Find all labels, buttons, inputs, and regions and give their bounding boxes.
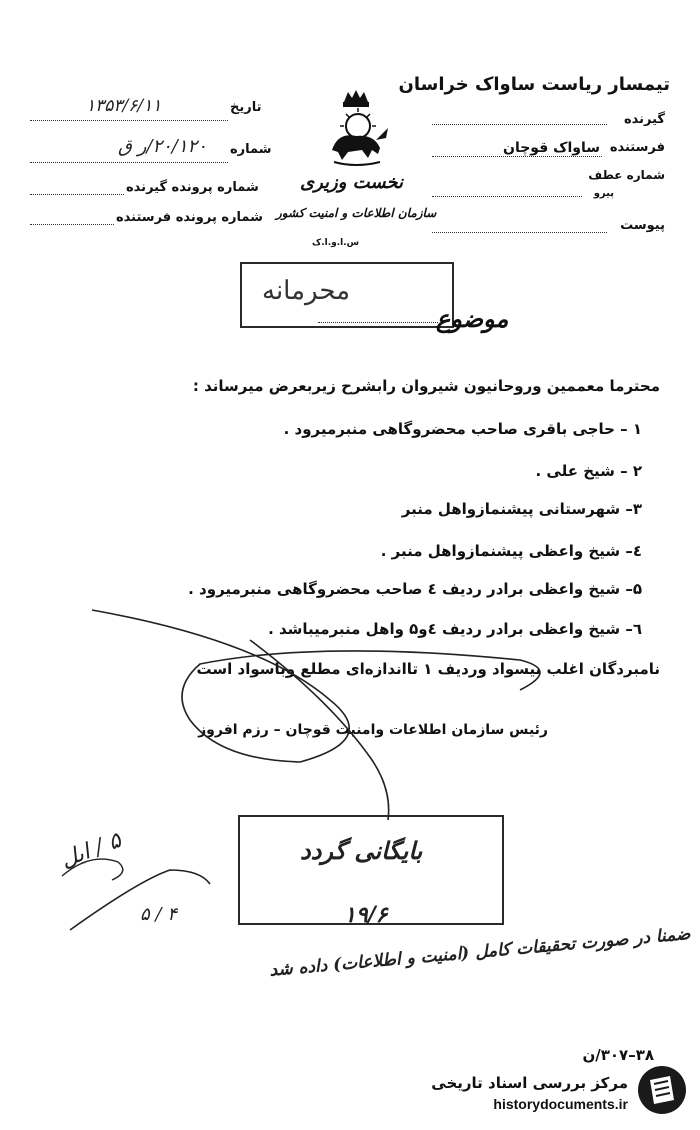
emblem-line2: سازمان اطلاعات و امنیت کشور xyxy=(276,206,437,220)
handwritten-note-3: ضمنا در صورت تحقیقات کامل (امنیت و اطلاعات) داده شد xyxy=(268,924,692,981)
body-signature: رئیس سازمان اطلاعات وامنیت قوچان – رزم افروز xyxy=(198,722,548,738)
reference-label: شماره عطف xyxy=(588,168,665,182)
body-item-6: ٦– شیخ واعظی برادر ردیف ٤و۵ واهل منبرمیباشد . xyxy=(268,620,642,638)
emblem-code: س.ا.و.ا.ک xyxy=(312,238,360,248)
receiver-label: گیرنده xyxy=(623,112,665,127)
body-item-1: ۱ – حاجی باقری صاحب محضروگاهی منبرمیرود . xyxy=(283,420,642,438)
subject-label: موضوع xyxy=(436,304,509,333)
sender-file-label: شماره پرونده فرستنده xyxy=(116,210,263,225)
letter-addressee: تیمسار ریاست ساواک خراسان xyxy=(398,74,670,95)
margin-note-left: ۵ / ایل xyxy=(57,828,125,873)
sender-value: ساواک قوچان xyxy=(503,140,600,156)
body-item-4: ٤– شیخ واعظی پیشنمازواهل منبر . xyxy=(380,542,642,560)
date-value: ۱۳۵۳/۶/۱۱ xyxy=(86,96,162,116)
body-closing: نامبردگان اغلب بیسواد وردیف ۱ تااندازه‌ای مطلع وباسواد است xyxy=(196,660,660,678)
date-label: تاریخ xyxy=(230,100,262,115)
handwritten-note-1: بایگانی گردد xyxy=(300,836,423,865)
margin-note-small: ۴ / ۵ xyxy=(140,904,177,925)
body-item-2: ۲ – شیخ علی . xyxy=(535,462,642,480)
attachment-label: پیوست xyxy=(620,218,665,233)
body-intro: محترما معممین وروحانیون شیروان رابشرح زیربعرض میرساند : xyxy=(192,377,660,395)
number-value: ۲۰/۱۲۰/ر ق xyxy=(118,136,207,157)
sender-label: فرستنده xyxy=(609,140,665,155)
body-item-3: ۳– شهرستانی پیشنمازواهل منبر xyxy=(401,500,642,518)
emblem-line1: نخست وزیری xyxy=(300,172,404,193)
body-item-5: ۵– شیخ واعظی برادر ردیف ٤ صاحب محضروگاهی منبرمیرود . xyxy=(188,580,642,598)
number-label: شماره xyxy=(230,142,272,157)
website-text: historydocuments.ir xyxy=(493,1096,628,1112)
confidential-stamp-text: محرمانه xyxy=(262,276,351,306)
center-name: مرکز بررسی اسناد تاریخی xyxy=(431,1074,628,1092)
document-code: ۳۸–۳۰۷/ن xyxy=(582,1046,654,1064)
history-documents-logo-icon xyxy=(636,1064,688,1116)
reference-sub-label: پیرو xyxy=(593,188,614,199)
receiver-file-label: شماره پرونده گیرنده xyxy=(126,180,259,195)
handwritten-note-2: ۱۹/۶ xyxy=(344,902,388,928)
